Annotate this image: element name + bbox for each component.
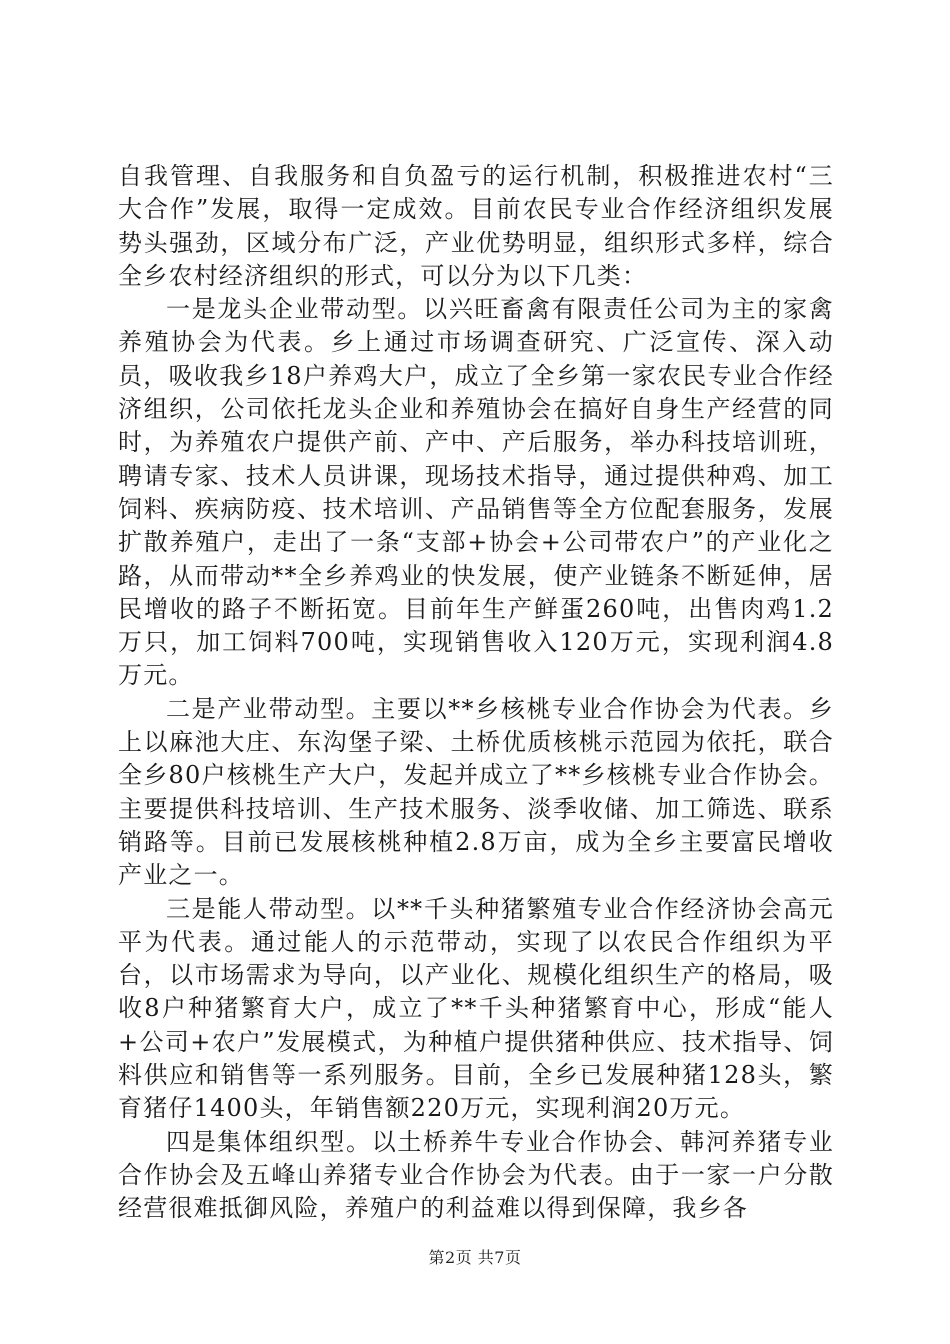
paragraph-intro: 自我管理、自我服务和自负盈亏的运行机制，积极推进农村“三大合作”发展，取得一定成效。目前农民专业合作经济组织发展势头强劲，区域分布广泛，产业优势明显，组织形式多样，综合全乡农村经济组织的形式，可以分为以下几类： bbox=[118, 162, 834, 290]
paragraph-type-3: 三是能人带动型。以**千头种猪繁殖专业合作经济协会高元平为代表。通过能人的示范带动，实现了以农民合作组织为平台，以市场需求为导向，以产业化、规模化组织生产的格局，吸收8户种猪繁育大户，成立了**千头种猪繁育中心，形成“能人+公司+农户”发展模式，为种植户提供猪种供应、技术指导、饲料供应和销售等一系列服务。目前，全乡已发展种猪128头，繁育猪仔1400头，年销售额220万元，实现利润20万元。 bbox=[118, 894, 834, 1123]
paragraph-type-4: 四是集体组织型。以土桥养牛专业合作协会、韩河养猪专业合作协会及五峰山养猪专业合作协会为代表。由于一家一户分散经营很难抵御风险，养殖户的利益难以得到保障，我乡各 bbox=[118, 1127, 834, 1223]
page-number-footer: 第2页 共7页 bbox=[428, 1248, 522, 1267]
paragraph-type-1: 一是龙头企业带动型。以兴旺畜禽有限责任公司为主的家禽养殖协会为代表。乡上通过市场调查研究、广泛宣传、深入动员，吸收我乡18户养鸡大户，成立了全乡第一家农民专业合作经济组织，公司依托龙头企业和养殖协会在搞好自身生产经营的同时，为养殖农户提供产前、产中、产后服务，举办科技培训班，聘请专家、技术人员讲课，现场技术指导，通过提供种鸡、加工饲料、疾病防疫、技术培训、产品销售等全方位配套服务，发展扩散养殖户，走出了一条“支部+协会+公司带农户”的产业化之路，从而带动**全乡养鸡业的快发展，使产业链条不断延伸，居民增收的路子不断拓宽。目前年生产鲜蛋260吨，出售肉鸡1.2万只，加工饲料700吨，实现销售收入120万元，实现利润4.8万元。 bbox=[118, 295, 834, 690]
paragraph-type-2: 二是产业带动型。主要以**乡核桃专业合作协会为代表。乡上以麻池大庄、东沟堡子梁、土桥优质核桃示范园为依托，联合全乡80户核桃生产大户，发起并成立了**乡核桃专业合作协会。主要提供科技培训、生产技术服务、淡季收储、加工筛选、联系销路等。目前已发展核桃种植2.8万亩，成为全乡主要富民增收产业之一。 bbox=[118, 694, 834, 890]
document-body bbox=[118, 160, 834, 1226]
